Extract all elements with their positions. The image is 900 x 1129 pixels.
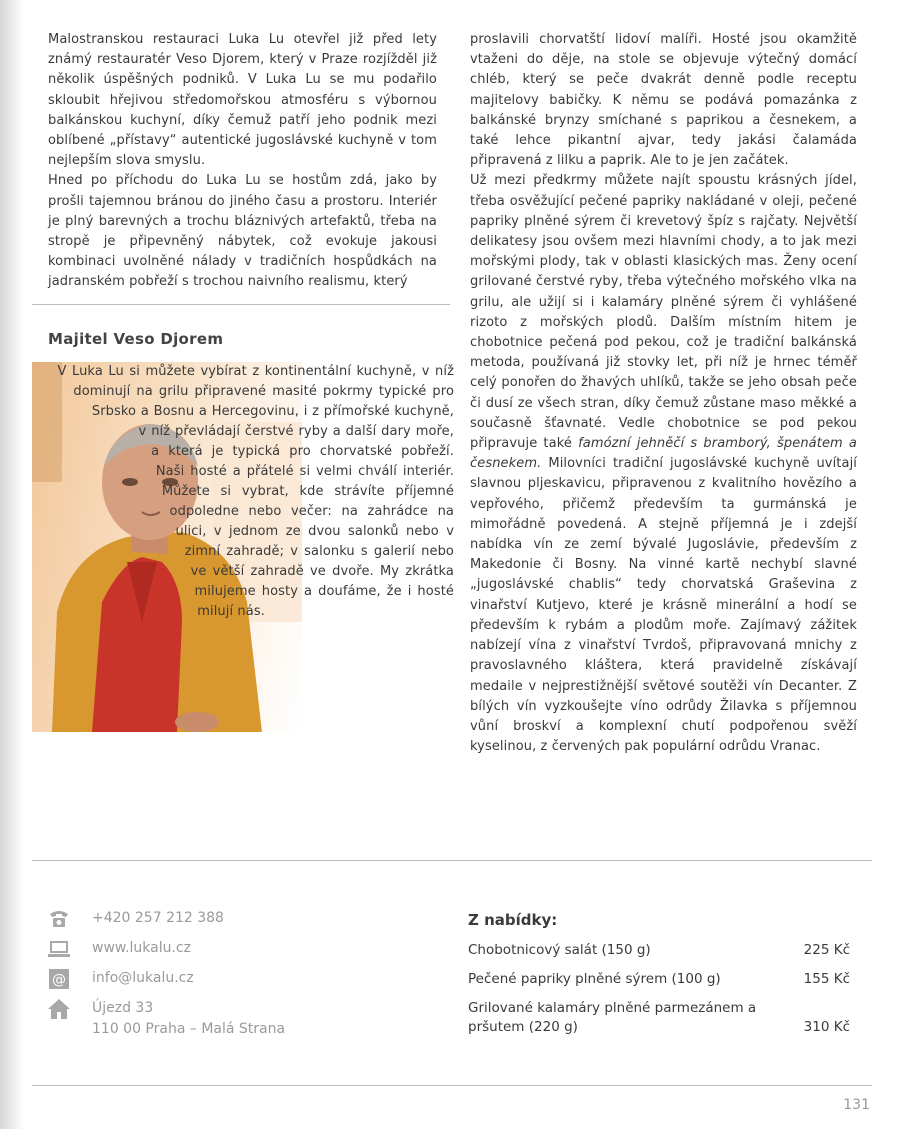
page-gutter-shadow: [0, 0, 24, 1129]
right-paragraph-2-italic: famózní jehněčí s bramborý, špenátem a česnekem.: [470, 436, 857, 472]
footer-top-divider: [32, 860, 872, 861]
website-link[interactable]: www.lukalu.cz: [92, 940, 191, 956]
menu-item-price: 225 Kč: [803, 942, 850, 958]
svg-text:@: @: [52, 972, 66, 988]
menu-item: [468, 970, 850, 989]
right-paragraph-2: [470, 171, 857, 757]
intro-paragraph-2: Hned po příchodu do Luka Lu se hostům zdá, jako by prošli tajemnou bránou do jiného času a prostoru. Interiér je plný barevných a trochu bláznivých artefaktů, třeba na stropě je připevněný nábytek, což evokuje jakousi kombinaci uvolněné nálady v tradičních hospůdkách na jadranském pobřeží s trochou naivního realismu, který: [48, 173, 437, 290]
menu-item: [468, 999, 850, 1037]
computer-icon: [48, 938, 70, 960]
owner-portrait-block: [32, 362, 454, 732]
left-divider: [32, 304, 450, 305]
menu-item-name: Chobotnicový salát (150 g): [468, 942, 651, 958]
email-link[interactable]: info@lukalu.cz: [92, 970, 194, 986]
address-line-2: 110 00 Praha – Malá Strana: [92, 1021, 286, 1037]
menu-item-name: Pečené papriky plněné sýrem (100 g): [468, 971, 721, 987]
house-icon: [48, 998, 70, 1020]
contact-phone: [48, 908, 224, 930]
left-column-intro: [48, 30, 437, 293]
phone-icon: [48, 908, 70, 930]
right-paragraph-2-rest: Milovníci tradiční jugoslávské kuchyně uvítají slavnou pljeskavicu, připravenou z kvalitního hovězího a vepřového, přičemž především ta gurmánská je mimořádně povedená. A stejně příjemná je i zdejší nabídka vín ze zemí bývalé Jugoslávie, především z Makedonie či Bosny. Na vinné kartě nechybí slavné „jugoslávské chablis“ tedy chorvatská Graševina z vinařství Kutjevo, které je krásně minerální a hodí se především k rybám a plodům moře. Zajímavý zážitek nabízejí vína z vinařství Tvrdoš, připravovaná mnichy z pravoslavného kláštera, která pravidelně získávají medaile v nejprestižnější světové soutěži vín Decanter. Z bílých vín vyzkoušejte víno odrůdy Žilavka s příjemnou vůní broskví a komplexní chutí podpořenou svěží kyselinou, z červených pak populární odrůdu Vranac.: [470, 456, 857, 755]
menu-item-price: 155 Kč: [803, 971, 850, 987]
right-column: [470, 30, 857, 757]
email-icon: [48, 968, 70, 990]
owner-text-wrap: [48, 362, 454, 722]
right-paragraph-1: proslavili chorvatští lidoví malíři. Hosté jsou okamžitě vtaženi do děje, na stole se objevuje výtečný domácí chléb, který se peče dvakrát denně podle receptu majitelovy babičky. K němu se podává pomazánka z balkánské brynzy smíchané s paprikou a česnekem, a také lehce pikantní ajvar, tedy jakási čalamáda připravená z lilku a paprik. Ale to je jen začátek.: [470, 32, 857, 169]
contact-address: [48, 998, 285, 1040]
address-line-1: Újezd 33: [92, 1000, 154, 1016]
menu-item: [468, 941, 850, 960]
menu-item-price: 310 Kč: [803, 1019, 850, 1035]
contact-web: [48, 938, 191, 960]
footer-bottom-divider: [32, 1085, 872, 1086]
menu-heading: Z nabídky:: [468, 911, 558, 929]
owner-subheading: Majitel Veso Djorem: [48, 330, 224, 348]
owner-paragraph: V Luka Lu si můžete vybírat z kontinentální kuchyně, v níž dominují na grilu připravené masité pokrmy typické pro Srbsko a Bosnu a Hercegovinu, i z přímořské kuchyně, v níž převládají čerstvé ryby a další dary moře, a která je typická pro chorvatské pobřeží. Naši hosté a přátelé si velmi chválí interiér. Můžete si vybrat, kde strávíte příjemné odpoledne nebo večer: na zahrádce na ulici, v jednom ze dvou salonků nebo v zimní zahradě; v salonku s galerií nebo ve větší zahradě ve dvoře. My zkrátka milujeme hosty a doufáme, že i hosté milují nás.: [57, 364, 454, 619]
phone-number[interactable]: +420 257 212 388: [92, 910, 224, 926]
right-paragraph-2-text: Už mezi předkrmy můžete najít spoustu krásných jídel, třeba osvěžující pečené papriky nakládané v oleji, pečené papriky plněné sýrem či krevetový špíz s rajčaty. Největší delikatesy jsou ovšem mezi hlavními chody, a to jak mezi mořskými plody, tak v oblasti klasických mas. Ženy ocení grilované čerstvé ryby, třeba výtečného mořského vlka na grilu, ale užijí si i kalamáry plněné sýrem či vyhlášené rizoto z mořských plodů. Dalším místním hitem je chobotnice pečená pod pekou, což je tradiční balkánská metoda, používaná již stovky let, při níž je hrnec téměř celý ponořen do žhavých uhlíků, takže se jeho obsah peče či dusí ze všech stran, díky čemuž zůstane maso měkké a současně šťavnaté. Vedle chobotnice se pod pekou připravuje také: [470, 173, 857, 452]
intro-paragraph-1: Malostranskou restauraci Luka Lu otevřel již před lety známý restauratér Veso Djorem, který v Praze rozjížděl již několik úspěšných podniků. V Luka Lu se mu podařilo skloubit hřejivou středomořskou atmosféru s výbornou balkánskou kuchyní, díky čemuž patří jeho podnik mezi oblíbené „přístavy“ autentické jugoslávské kuchyně v tom nejlepším slova smyslu.: [48, 32, 437, 169]
contact-email: [48, 968, 194, 990]
menu-item-name: Grilované kalamáry plněné parmezánem a pršutem (220 g): [468, 1000, 757, 1035]
page-number: 131: [843, 1097, 870, 1113]
